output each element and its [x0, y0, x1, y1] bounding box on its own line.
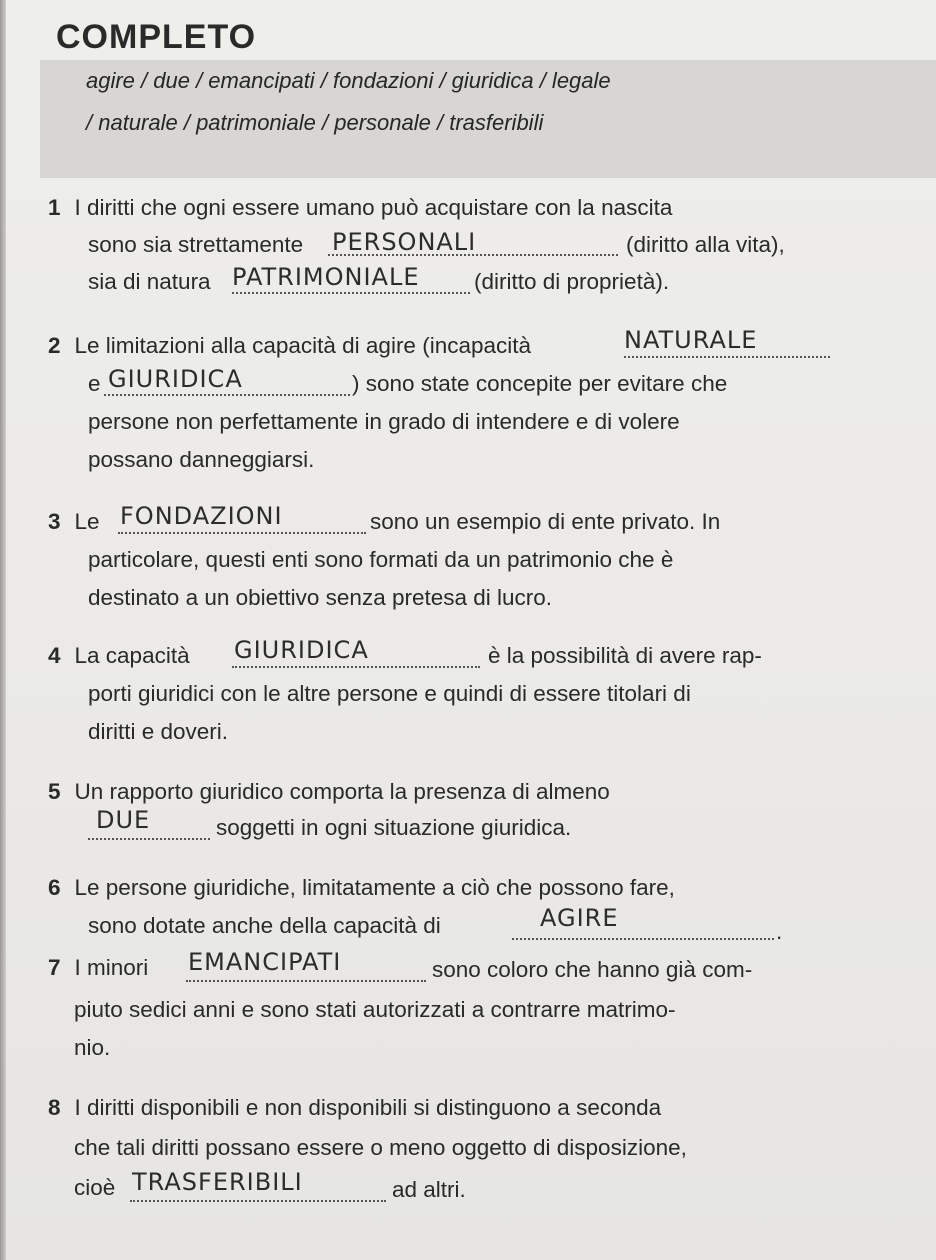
question-3-line-1-end: sono un esempio di ente privato. In — [370, 509, 721, 534]
exercise-heading: COMPLETO — [56, 18, 257, 56]
handwritten-answer: NATURALE — [624, 326, 758, 354]
question-4-line-1-start — [48, 636, 190, 676]
answer-blank[interactable] — [186, 980, 426, 982]
question-7-line-1-end: sono coloro che hanno già com- — [432, 957, 753, 982]
question-3-line-1-start — [48, 502, 100, 542]
question-4-line-3: diritti e doveri. — [88, 719, 229, 744]
question-6-line-1 — [48, 868, 675, 908]
question-text: Un rapporto giuridico comporta la presenza di almeno — [74, 779, 610, 804]
word-bank — [40, 60, 936, 178]
question-1-line-2-end: (diritto alla vita), — [626, 232, 785, 257]
question-text: Le persone giuridiche, limitatamente a ciò che possono fare, — [74, 875, 675, 900]
word-bank-line-1: agire / due / emancipati / fondazioni / giuridica / legale — [86, 68, 611, 93]
question-8-line-1 — [48, 1088, 661, 1128]
question-2-line-2-end: ) sono state concepite per evitare che — [352, 371, 728, 396]
question-number: 7 — [48, 955, 61, 980]
question-8-line-3-start: cioè — [74, 1175, 116, 1200]
question-6-line-2-end: . — [776, 919, 783, 944]
question-3-line-2: particolare, questi enti sono formati da un patrimonio che è — [88, 547, 674, 572]
question-text: Le limitazioni alla capacità di agire (incapacità — [74, 333, 532, 358]
answer-blank[interactable] — [130, 1200, 386, 1202]
handwritten-answer: TRASFERIBILI — [132, 1168, 303, 1196]
question-7-line-3: nio. — [74, 1035, 111, 1060]
question-1-line-1 — [48, 188, 672, 228]
handwritten-answer: AGIRE — [540, 904, 619, 932]
question-2-line-1 — [48, 326, 531, 366]
answer-blank[interactable] — [512, 938, 774, 940]
question-6-line-2-start: sono dotate anche della capacità di — [88, 913, 441, 938]
question-text: Le — [74, 509, 100, 534]
question-number: 5 — [48, 779, 61, 804]
question-2-line-3: persone non perfettamente in grado di intendere e di volere — [88, 409, 680, 434]
handwritten-answer: DUE — [96, 806, 151, 834]
answer-blank[interactable] — [118, 532, 366, 534]
handwritten-answer: PERSONALI — [332, 228, 477, 256]
question-3-line-3: destinato a un obiettivo senza pretesa di lucro. — [88, 585, 553, 610]
question-4-line-2: porti giuridici con le altre persone e quindi di essere titolari di — [88, 681, 691, 706]
question-text: I diritti che ogni essere umano può acquistare con la nascita — [74, 195, 673, 220]
question-number: 2 — [48, 333, 61, 358]
question-7-line-2: piuto sedici anni e sono stati autorizzati a contrarre matrimo- — [74, 997, 676, 1022]
page-spine-shadow — [0, 0, 6, 1260]
question-text: La capacità — [74, 643, 190, 668]
question-7-line-1-start — [48, 948, 148, 988]
question-text: I diritti disponibili e non disponibili si distinguono a seconda — [74, 1095, 662, 1120]
handwritten-answer: GIURIDICA — [108, 365, 243, 393]
answer-blank[interactable] — [232, 666, 480, 668]
question-5-line-2: soggetti in ogni situazione giuridica. — [216, 815, 572, 840]
handwritten-answer: EMANCIPATI — [188, 948, 342, 976]
question-number: 8 — [48, 1095, 61, 1120]
question-number: 6 — [48, 875, 61, 900]
question-number: 1 — [48, 195, 61, 220]
answer-blank[interactable] — [104, 394, 350, 396]
question-1-line-3-end: (diritto di proprietà). — [474, 269, 670, 294]
question-1-line-2-start: sono sia strettamente — [88, 232, 304, 257]
answer-blank[interactable] — [232, 292, 470, 294]
question-2-line-4: possano danneggiarsi. — [88, 447, 315, 472]
question-8-line-2: che tali diritti possano essere o meno oggetto di disposizione, — [74, 1135, 687, 1160]
handwritten-answer: GIURIDICA — [234, 636, 369, 664]
question-number: 4 — [48, 643, 61, 668]
question-4-line-1-end: è la possibilità di avere rap- — [488, 643, 762, 668]
answer-blank[interactable] — [624, 356, 830, 358]
handwritten-answer: FONDAZIONI — [120, 502, 283, 530]
question-2-line-2-start: e — [88, 371, 101, 396]
word-bank-line-2: / naturale / patrimoniale / personale / trasferibili — [86, 110, 544, 135]
question-8-line-3-end: ad altri. — [392, 1177, 466, 1202]
question-1-line-3-start: sia di natura — [88, 269, 211, 294]
question-text: I minori — [74, 955, 149, 980]
answer-blank[interactable] — [88, 838, 210, 840]
handwritten-answer: PATRIMONIALE — [232, 263, 420, 291]
question-number: 3 — [48, 509, 61, 534]
